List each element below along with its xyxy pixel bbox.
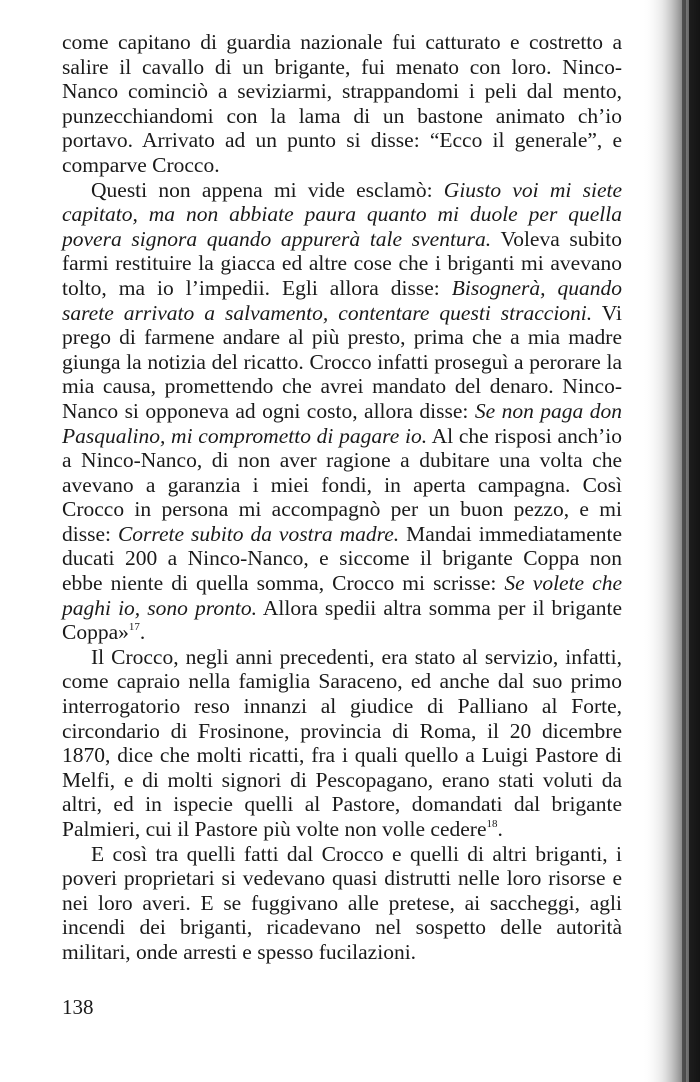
page-edge-shadow <box>642 0 700 1082</box>
text-run: Voleva subito farmi restituire la giacca ed altre cose che i briganti mi avevano tolto, ma io l’impedii. Egli allora disse: <box>62 226 622 300</box>
paragraph-p1 <box>62 30 622 178</box>
text-run: Allora spedii altra somma per il brigante Coppa» <box>62 595 622 645</box>
text-run: Vi prego di farmene andare al più presto, prima che a mia madre giunga la notizia del ricatto. Crocco infatti proseguì a perorare la mia causa, promettendo che avrei mandato del denaro. Ninco-Nanco si opponeva ad ogni costo, allora disse: <box>62 300 622 423</box>
paragraph-p2 <box>62 178 622 645</box>
text-run: come capitano di guardia nazionale fui catturato e costretto a salire il cavallo di un brigante, fui menato con loro. Ninco-Nanco cominciò a seviziarmi, strappandomi i peli dal mento, punzecchiandomi con la lama di un bastone animato ch’io portavo. Arrivato ad un punto si disse: “Ecco il generale”, e comparve Crocco. <box>62 30 622 177</box>
italic-quote: Bisognerà, quando sarete arrivato a salvamento, contentare questi straccioni. <box>62 275 622 325</box>
footnote-ref: 18 <box>486 818 498 830</box>
text-run: Mandai immediatamente ducati 200 a Ninco-Nanco, e siccome il brigante Coppa non ebbe niente di quella somma, Crocco mi scrisse: <box>62 521 623 596</box>
italic-quote: Se volete che paghi io, sono pronto. <box>62 571 622 620</box>
text-run: . <box>497 817 503 841</box>
text-run: . <box>139 620 146 645</box>
paragraph-p4 <box>62 842 622 965</box>
text-run: Al che risposi anch’io a Ninco-Nanco, di non aver ragione a dubitare una volta che avevano a garanzia i miei fondi, in aperta campagna. Così Crocco in persona mi accompagnò per un buon pezzo, e mi disse: <box>62 423 622 546</box>
italic-quote: Giusto voi mi siete capitato, ma non abbiate paura quanto mi duole per quella povera signora quando appurerà tale sventura. <box>62 177 623 251</box>
paragraph-p3 <box>62 645 622 842</box>
italic-quote: Correte subito da vostra madre. <box>117 521 400 546</box>
italic-quote: Se non paga don Pasqualino, mi comprometto di pagare io. <box>62 398 622 448</box>
page-number: 138 <box>62 995 94 1019</box>
text-run: Questi non appena mi vide esclamò: <box>91 177 444 202</box>
text-run: E così tra quelli fatti dal Crocco e quelli di altri briganti, i poveri proprietari si vedevano quasi distrutti nelle loro risorse e nei loro averi. E se fuggivano alle pretese, ai saccheggi, agli incendi dei briganti, ricadevano nel sospetto delle autorità militari, onde arresti e spesso fucilazioni. <box>62 841 622 964</box>
body-text <box>62 30 622 965</box>
text-run: Il Crocco, negli anni precedenti, era stato al servizio, infatti, come capraio nella famiglia Saraceno, ed anche dal suo primo interrogatorio reso innanzi al giudice di Palliano al Forte, circondario di Frosinone, provincia di Roma, il 20 dicembre 1870, dice che molti ricatti, fra i quali quello a Luigi Pastore di Melfi, e di molti signori di Pescopagano, erano stati voluti da altri, ed in ispecie quelli al Pastore, domandati dal brigante Palmieri, cui il Pastore più volte non volle cedere <box>62 644 622 841</box>
footnote-ref: 17 <box>128 621 140 634</box>
